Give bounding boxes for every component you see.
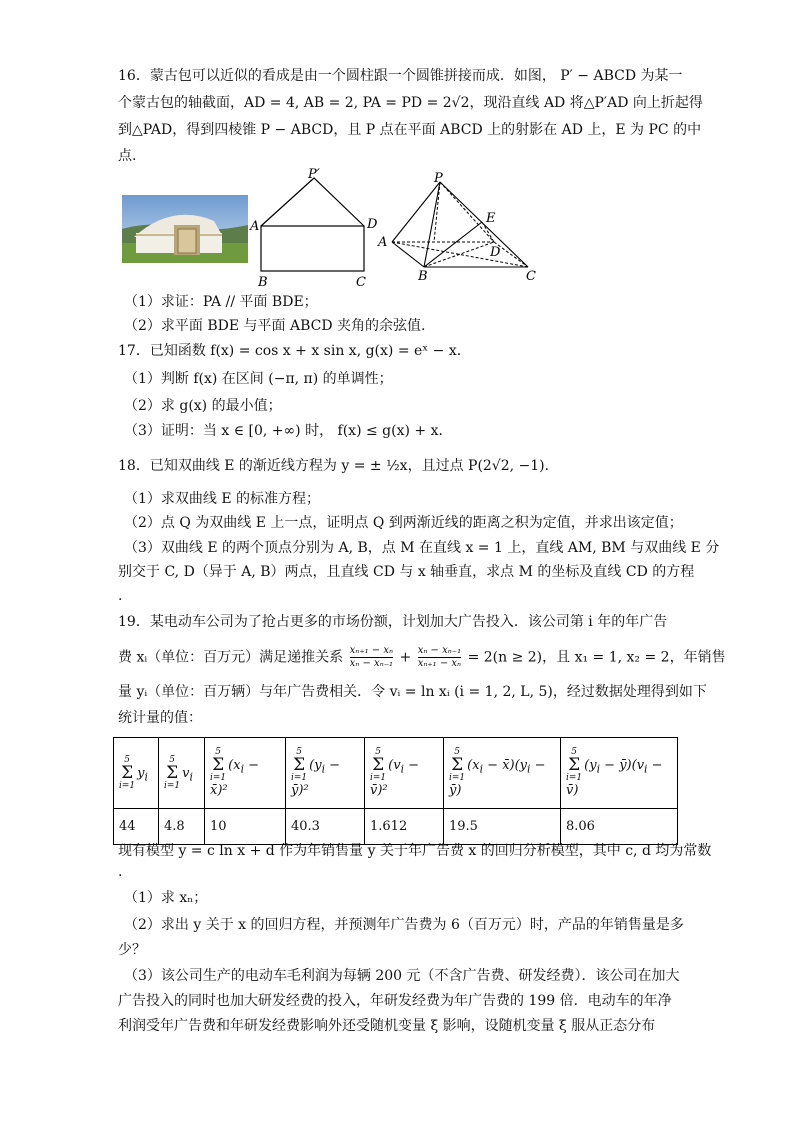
header-cell-syy: 5 Σ i=1 ($y_i$ − ȳ)² [286,738,365,809]
q16-line-1: 16．蒙古包可以近似的看成是由一个圆柱跟一个圆锥拼接而成．如图， P′ − ABCD 为某一 [118,68,683,84]
q19-line-2: 费 xᵢ（单位：百万元）满足递推关系 $\frac{\text{xₙ₊₁ − xₙ}}{\text{xₙ − xₙ₋₁}}$ + $\frac{\text{xₙ − xₙ₋₁}}{\text{xₙ₊₁ − xₙ}}$ = 2(n ≥ 2)，且 x₁ = 1, x₂ = 2，年销售 [118,645,726,669]
value-cell: 1.612 [365,809,444,845]
q16-part-2: （2）求平面 BDE 与平面 ABCD 夹角的余弦值. [124,318,426,334]
yurt-photo [122,195,248,263]
q18-part-3-b: 别交于 C, D（异于 A, B）两点，且直线 CD 与 x 轴垂直，求点 M 的坐标及直线 CD 的方程 [118,564,695,580]
q19-line-2-a: 费 xᵢ（单位：百万元）满足递推关系 [118,649,344,666]
q17-part-1: （1）判断 f(x) 在区间 (−π, π) 的单调性； [124,371,393,387]
header-cell-syv: 5 Σ i=1 ($y_i$ − $ȳ)(v_i$ − v̄) [561,738,678,809]
fig2-label-C: C [526,269,536,282]
fig2-label-E: E [486,211,496,226]
pyramid-figure [376,170,546,282]
recurrence-fraction-1: $\frac{\text{xₙ₊₁ − xₙ}}{\text{xₙ − xₙ₋₁}}$ [349,645,394,669]
q19-model-line-end: . [118,864,123,880]
q16-part-1: （1）求证：PA // 平面 BDE； [124,294,318,310]
axial-section-figure [248,166,384,290]
value-cell: 10 [205,809,286,845]
fig1-label-B: B [258,275,268,290]
q19-part-2-a: （2）求出 y 关于 x 的回归方程，并预测年广告费为 6（百万元）时，产品的年销售量是多 [124,917,684,933]
header-cell-svv: 5 Σ i=1 ($v_i$ − v̄)² [365,738,444,809]
q18-part-2: （2）点 Q 为双曲线 E 上一点，证明点 Q 到两渐近线的距离之积为定值，并求出该定值； [124,515,683,531]
value-cell: 8.06 [561,809,678,845]
value-cell: 19.5 [444,809,561,845]
q19-part-1: （1）求 xₙ； [124,890,208,906]
q19-part-2-b: 少？ [118,942,146,958]
q17-part-2: （2）求 g(x) 的最小值； [124,398,282,414]
table-header-row [114,738,678,809]
value-cell: 44 [114,809,159,845]
table-row [114,809,678,845]
fig1-label-A: A [250,219,260,234]
q18-part-3-c: . [118,588,123,604]
fig1-label-P: P′ [308,167,320,182]
header-cell-sxy: 5 Σ i=1 ($x_i$ − $x̄)(y_i$ − ȳ) [444,738,561,809]
q17-part-3: （3）证明：当 x ∈ [0, +∞) 时， f(x) ≤ g(x) + x． [124,423,453,439]
recurrence-fraction-2: $\frac{\text{xₙ − xₙ₋₁}}{\text{xₙ₊₁ − xₙ}}$ [417,645,462,669]
fig2-label-P: P [434,171,443,186]
value-cell: 4.8 [159,809,205,845]
fig2-label-D: D [490,245,501,260]
q19-line-1: 19．某电动车公司为了抢占更多的市场份额，计划加大广告投入．该公司第 i 年的年广告 [118,614,668,630]
q18-part-3-a: （3）双曲线 E 的两个顶点分别为 A, B，点 M 在直线 x = 1 上，直线 AM, BM 与双曲线 E 分 [124,540,720,556]
q16-line-4: 点. [118,148,137,164]
header-cell-sxx: 5 Σ i=1 ($x_i$ − x̄)² [205,738,286,809]
q19-part-3-b: 广告投入的同时也加大研发经费的投入，年研发经费为年广告费的 199 倍．电动车的年净 [118,993,672,1009]
q18-stem: 18．已知双曲线 E 的渐近线方程为 y = ± ½x，且过点 P(2√2, −1)． [118,458,559,474]
q16-line-2: 个蒙古包的轴截面，AD = 4, AB = 2, PA = PD = 2√2，现沿直线 AD 将△P′AD 向上折起得 [118,95,703,111]
fig1-label-C: C [356,275,366,290]
q19-part-3-c: 利润受年广告费和年研发经费影响外还受随机变量 ξ 影响，设随机变量 ξ 服从正态分布 [118,1018,656,1034]
q17-stem: 17．已知函数 f(x) = cos x + x sin x, g(x) = eˣ − x． [118,343,471,359]
header-cell-sum-y: 5 Σ i=1 $y_i$ [114,738,159,809]
fig2-label-B: B [418,269,428,282]
fig2-label-A: A [378,235,388,250]
header-cell-sum-v: 5 Σ i=1 $v_i$ [159,738,205,809]
q16-line-3: 到△PAD，得到四棱锥 P − ABCD，且 P 点在平面 ABCD 上的射影在 AD 上，E 为 PC 的中 [118,122,702,138]
statistics-table [113,737,678,845]
q19-line-3: 量 yᵢ（单位：百万辆）与年广告费相关．令 vᵢ = ln xᵢ (i = 1, 2, L, 5)，经过数据处理得到如下 [118,684,707,700]
q19-part-3-a: （3）该公司生产的电动车毛利润为每辆 200 元（不含广告费、研发经费）．该公司在加大 [124,968,680,984]
q19-line-2-b: = 2(n ≥ 2)，且 x₁ = 1, x₂ = 2，年销售 [467,649,726,666]
fig1-label-D: D [367,217,378,232]
value-cell: 40.3 [286,809,365,845]
q19-model-line: 现有模型 y = c ln x + d 作为年销售量 y 关于年广告费 x 的回归分析模型，其中 c, d 均为常数 [118,843,712,859]
q19-line-4: 统计量的值： [118,710,202,726]
q18-part-1: （1）求双曲线 E 的标准方程； [124,491,321,507]
